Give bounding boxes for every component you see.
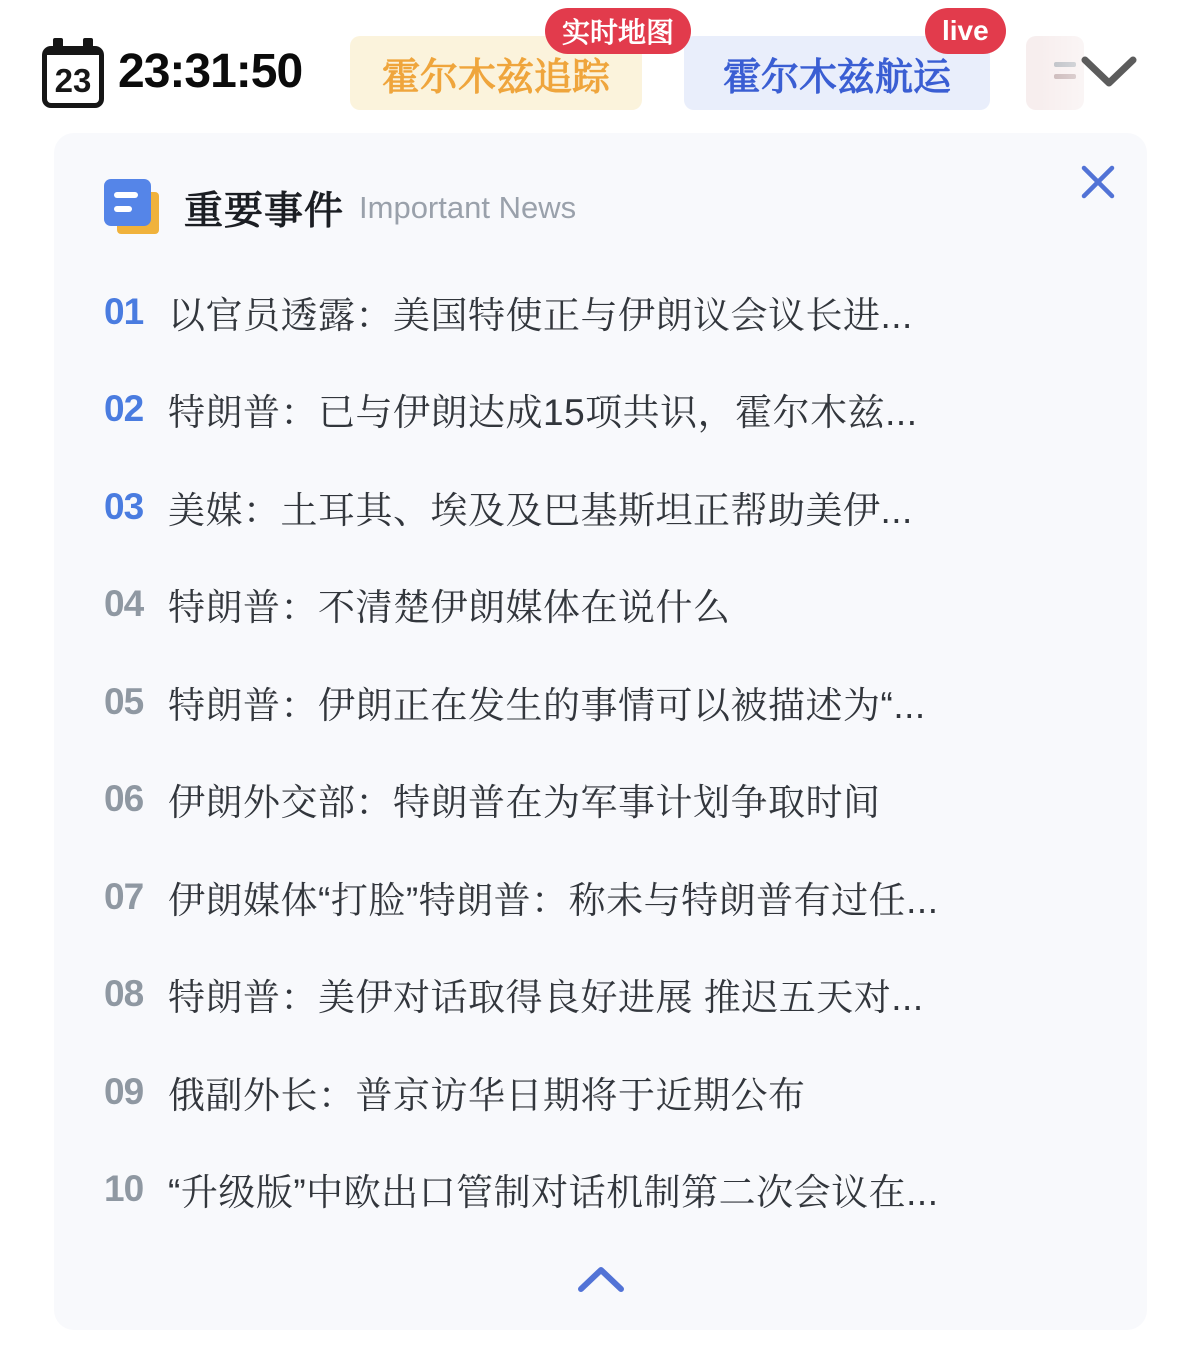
news-rank: 06 [104,778,144,820]
news-rank: 10 [104,1168,144,1210]
chevron-down-icon[interactable] [1080,54,1138,95]
news-rank: 05 [104,680,144,722]
news-title: 特朗普：美伊对话取得良好进展 推迟五天对... [168,977,924,1019]
news-item[interactable] [104,1043,1109,1141]
news-item[interactable] [104,361,1109,459]
live-badge: live [925,8,1006,54]
news-title: “升级版”中欧出口管制对话机制第二次会议在... [168,1172,939,1214]
news-item[interactable] [104,458,1109,556]
tab-partial-hidden[interactable] [1026,36,1084,110]
news-rank: 09 [104,1070,144,1112]
news-rank: 03 [104,485,144,527]
calendar-day: 23 [54,61,92,99]
topbar [0,0,1200,132]
news-item[interactable] [104,1141,1109,1239]
panel-header [104,179,576,237]
news-item[interactable] [104,263,1109,361]
tab-hormuz-tracking-label: 霍尔木兹追踪 [381,56,610,99]
chevron-up-icon[interactable] [575,1263,627,1300]
realtime-map-badge: 实时地图 [545,8,691,54]
news-title: 以官员透露：美国特使正与伊朗议会议长进... [168,294,913,336]
news-title: 特朗普：伊朗正在发生的事情可以被描述为“... [168,684,926,726]
news-title: 特朗普：已与伊朗达成15项共识，霍尔木兹... [168,392,918,434]
tab-hormuz-shipping-label: 霍尔木兹航运 [722,56,951,99]
news-rank: 02 [104,388,144,430]
news-rank: 08 [104,973,144,1015]
news-title: 特朗普：不清楚伊朗媒体在说什么 [168,587,731,629]
news-item[interactable] [104,556,1109,654]
news-item[interactable] [104,946,1109,1044]
panel-title: 重要事件 [184,190,345,233]
news-title: 俄副外长：普京访华日期将于近期公布 [168,1074,806,1116]
news-title: 美媒：土耳其、埃及及巴基斯坦正帮助美伊... [168,489,913,531]
close-icon[interactable] [1075,159,1121,205]
important-news-panel [54,133,1147,1330]
news-list [104,263,1109,1238]
news-item[interactable] [104,848,1109,946]
news-rank: 07 [104,875,144,917]
news-rank: 01 [104,290,144,332]
news-item[interactable] [104,751,1109,849]
document-icon [104,179,162,237]
news-title: 伊朗外交部：特朗普在为军事计划争取时间 [168,782,881,824]
panel-subtitle: Important News [359,190,577,225]
news-rank: 04 [104,583,144,625]
news-title: 伊朗媒体“打脸”特朗普：称未与特朗普有过任... [168,879,939,921]
news-item[interactable] [104,653,1109,751]
clock-time: 23:31:50 [118,45,303,98]
calendar-icon[interactable] [42,46,104,108]
